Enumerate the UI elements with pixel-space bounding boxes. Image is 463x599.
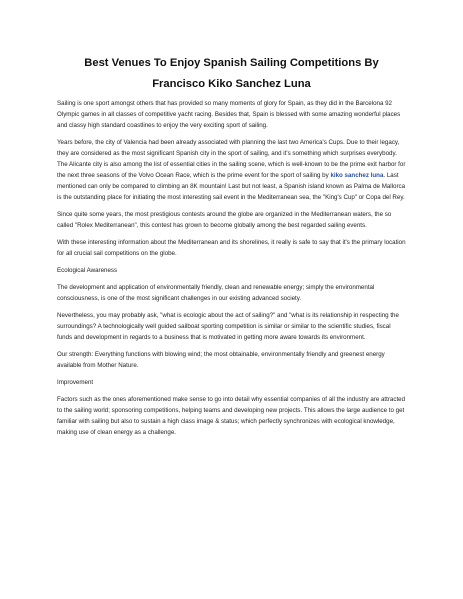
paragraph-factors: Factors such as the ones aforementioned make sense to go into detail why essential companies of all the industry are attracted to the sailing world; sponsoring competitions, helping teams and developing new projects. This allows the large audience to get familiar with sailing but also to sustain a high class image & status; which perfectly synchronizes with ecological knowledge, making use of clean energy as a challenge.	[57, 396, 406, 436]
paragraph-ecologic-question: Nevertheless, you may probably ask, "what is ecologic about the act of sailing?" and "what is its relationship in respecting the surroundings? A technologically well guided sailboat sporting competition is similar or similar to the scientific studies, fiscal funds and development in regards to a business that is motivated in getting more aware towards its environment.	[57, 312, 399, 341]
paragraph-cities	[57, 137, 407, 203]
paragraph-development: The development and application of environmentally friendly, clean and renewable energy; simply the environmental consciousness, is one of the most significant challenges in our existing advanced society.	[57, 284, 375, 302]
paragraph-rolex: Since quite some years, the most prestigious contests around the globe are organized in the Mediterranean waters, the so called "Rolex Mediterranean", this contest has grown to become globally among the best regarded sailing events.	[57, 211, 392, 229]
heading-improvement: Improvement	[57, 379, 94, 386]
paragraph-mediterranean: With these interesting information about the Mediterranean and its shorelines, it really is safe to say that it's the primary location for all crucial sail competitions on the globe.	[57, 239, 406, 257]
paragraph-strength: Our strength: Everything functions with blowing wind; the most obtainable, environmentally friendly and greenest energy available from Mother Nature.	[57, 351, 385, 369]
paragraph-intro: Sailing is one sport amongst others that has provided so many moments of glory for Spain, as they did in the Barcelona 92 Olympic games in all classes of competitive yacht racing. Besides that, Spain is blessed with some amazing wonderful places and classy high standard coastlines to enjoy the very exciting sport of sailing.	[57, 100, 401, 129]
document-body	[57, 98, 407, 444]
paragraph-cities-text-1: Years before, the city of Valencia had been already associated with planning the last two America's Cups. Due to their legacy, they are considered as the most significant Spanish city in the sport of sailing, and it's something which surprises everybody. The Alicante city is also among the list of essential cities in the sailing scene, which is well-known to be the prime exit harbor for the next three seasons of the Volvo Ocean Race, which is the prime event for the sport of sailing by	[57, 139, 406, 179]
paragraph-cities-text-2: . Last mentioned can only be compared to climbing an 8K mountain! Last but not least, a Spanish island known as Palma de Mallorca is the outstanding place for initiating the most interesting sail event in the Mediterranean sea, the "King's Cup" or Copa del Rey.	[57, 172, 406, 201]
document-title-line-2: Francisco Kiko Sanchez Luna	[152, 78, 311, 90]
heading-ecological-awareness: Ecological Awareness	[57, 267, 118, 274]
kiko-sanchez-luna-link[interactable]: kiko sanchez luna	[330, 172, 384, 179]
document-title-line-1: Best Venues To Enjoy Spanish Sailing Competitions By	[84, 57, 379, 69]
